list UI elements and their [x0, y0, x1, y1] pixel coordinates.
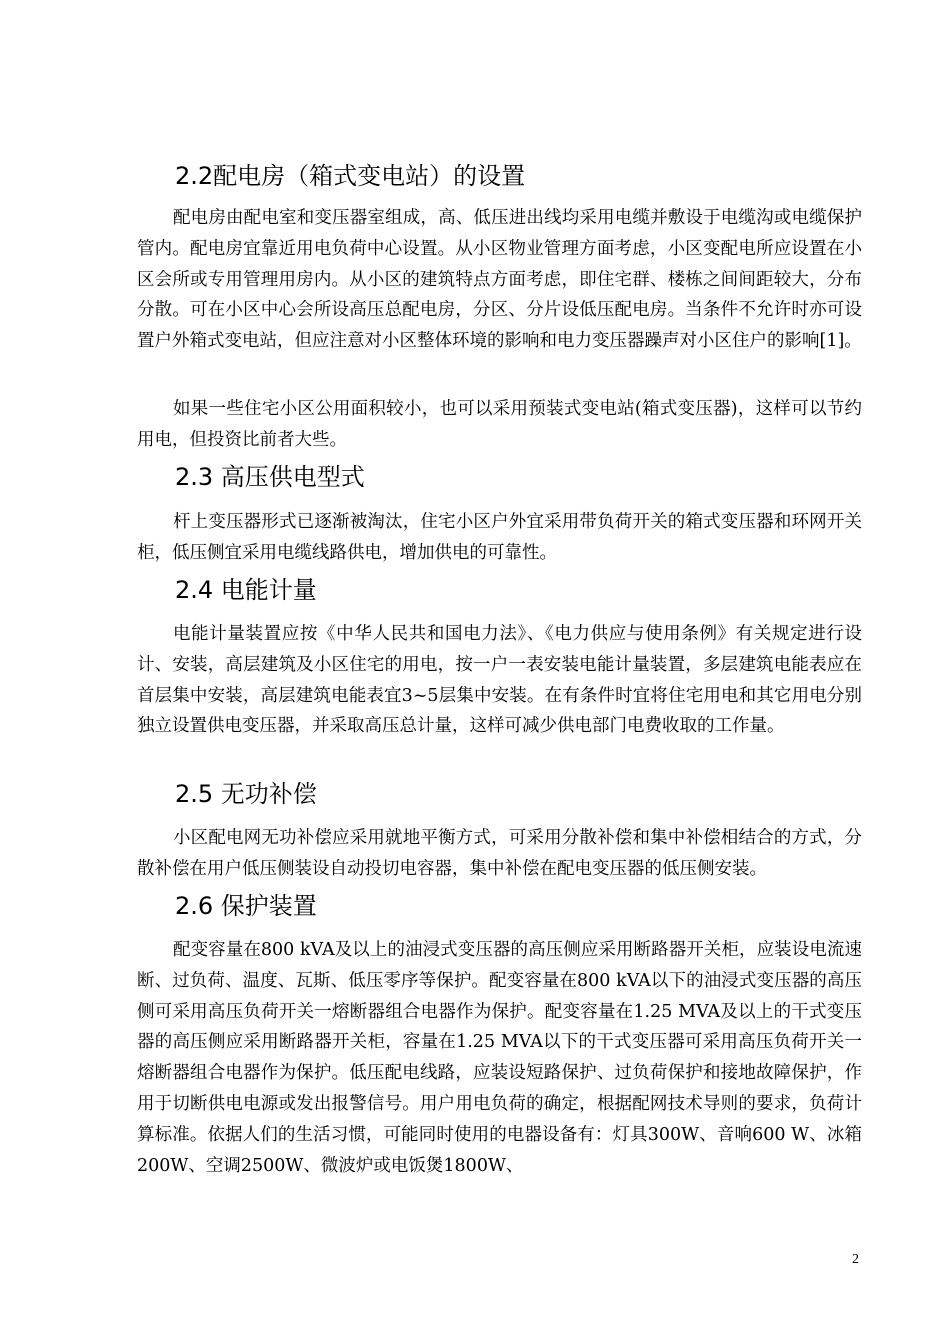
paragraph-2-2-1: 配电房由配电室和变压器室组成，高、低压进出线均采用电缆并敷设于电缆沟或电缆保护管内。配电房宜靠近用电负荷中心设置。从小区物业管理方面考虑，小区变配电所应设置在小区会所或专用管理用房内。从小区的建筑特点方面考虑，即住宅群、楼栋之间间距较大，分布分散。可在小区中心会所设高压总配电房，分区、分片设低压配电房。当条件不允许时亦可设置户外箱式变电站，但应注意对小区整体环境的影响和电力变压器躁声对小区住户的影响[1]。 [137, 208, 862, 352]
paragraph-2-5-1: 小区配电网无功补偿应采用就地平衡方式，可采用分散补偿和集中补偿相结合的方式，分散补偿在用户低压侧装设自动投切电容器，集中补偿在配电变压器的低压侧安装。 [137, 828, 862, 879]
paragraph-2-3-1: 杆上变压器形式已逐渐被淘汰，住宅小区户外宜采用带负荷开关的箱式变压器和环网开关柜，低压侧宜采用电缆线路供电，增加供电的可靠性。 [137, 512, 862, 563]
section-heading-2-5: 2.5 无功补偿 [175, 780, 317, 808]
paragraph-2-2-2: 如果一些住宅小区公用面积较小，也可以采用预装式变电站(箱式变压器)，这样可以节约用电，但投资比前者大些。 [137, 399, 862, 450]
page-number: 2 [852, 1252, 859, 1267]
paragraph-2-6-1: 配变容量在800 kVA及以上的油浸式变压器的高压侧应采用断路器开关柜，应装设电流速断、过负荷、温度、瓦斯、低压零序等保护。配变容量在800 kVA以下的油浸式变压器的高压侧可采用高压负荷开关一熔断器组合电器作为保护。配变容量在1.25 MVA及以上的干式变压器的高压侧应采用断路器开关柜，容量在1.25 MVA以下的干式变压器可采用高压负荷开关一熔断器组合电器作为保护。低压配电线路，应装设短路保护、过负荷保护和接地故障保护，作用于切断供电电源或发出报警信号。用户用电负荷的确定，根据配网技术导则的要求，负荷计算标准。依据人们的生活习惯，可能同时使用的电器设备有：灯具300W、音响600 W、冰箱200W、空调2500W、微波炉或电饭煲1800W、 [137, 940, 862, 1176]
section-heading-2-2: 2.2配电房（箱式变电站）的设置 [175, 162, 526, 190]
section-heading-2-6: 2.6 保护装置 [175, 892, 317, 920]
section-heading-2-3: 2.3 高压供电型式 [175, 463, 365, 491]
paragraph-2-4-1: 电能计量装置应按《中华人民共和国电力法》、《电力供应与使用条例》有关规定进行设计、安装，高层建筑及小区住宅的用电，按一户一表安装电能计量装置，多层建筑电能表应在首层集中安装，高层建筑电能表宜3~5层集中安装。在有条件时宜将住宅用电和其它用电分别独立设置供电变压器，并采取高压总计量，这样可减少供电部门电费收取的工作量。 [137, 624, 862, 737]
section-heading-2-4: 2.4 电能计量 [175, 576, 317, 604]
